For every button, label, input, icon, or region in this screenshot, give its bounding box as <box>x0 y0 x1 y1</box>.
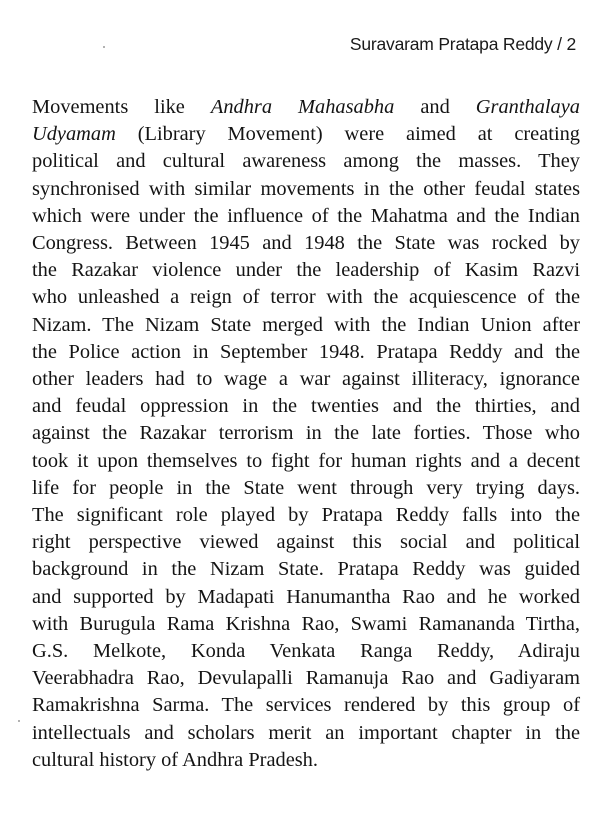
line-text: Ramakrishna Sarma. The services rendered by this group of <box>32 694 580 717</box>
line-text: with Burugula Rama Krishna Rao, Swami Ramananda Tirtha, <box>32 612 580 635</box>
line-text: who unleashed a reign of terror with the acquiescence of the <box>32 286 580 309</box>
line-text: cultural history of Andhra Pradesh. <box>32 748 318 771</box>
body-line <box>32 720 580 747</box>
line-text: life for people in the State went through very trying days. <box>32 476 580 499</box>
running-header: Suravaram Pratapa Reddy / 2 <box>349 34 576 54</box>
body-line <box>32 529 580 556</box>
body-line <box>32 692 580 719</box>
body-line <box>32 366 580 393</box>
body-line <box>32 420 580 447</box>
line-text: G.S. Melkote, Konda Venkata Ranga Reddy, Adiraju <box>32 640 580 663</box>
line-text: Movements like <box>32 96 211 118</box>
body-line <box>32 556 580 583</box>
line-text: political and cultural awareness among the masses. They <box>32 150 580 173</box>
line-text: synchronised with similar movements in the other feudal states <box>32 177 580 200</box>
line-text: and supported by Madapati Hanumantha Rao and he worked <box>32 585 580 608</box>
line-text: the Razakar violence under the leadership of Kasim Razvi <box>32 259 580 282</box>
line-text: against the Razakar terrorism in the late forties. Those who <box>32 422 580 445</box>
scan-speck <box>103 46 105 48</box>
body-line <box>32 747 580 774</box>
body-line <box>32 94 580 121</box>
body-line <box>32 203 580 230</box>
body-line <box>32 148 580 175</box>
body-line <box>32 448 580 475</box>
line-text: intellectuals and scholars merit an important chapter in the <box>32 721 580 744</box>
italic-term: Andhra Mahasabha <box>210 96 395 118</box>
body-line <box>32 339 580 366</box>
line-text: took it upon themselves to fight for human rights and a decent <box>32 449 580 472</box>
body-line <box>32 475 580 502</box>
line-text: Veerabhadra Rao, Devulapalli Ramanuja Rao and Gadiyaram <box>32 667 580 690</box>
line-text: other leaders had to wage a war against illiteracy, ignorance <box>32 368 580 391</box>
italic-term: Udyamam <box>32 123 116 146</box>
line-text: Nizam. The Nizam State merged with the Indian Union after <box>32 313 580 336</box>
body-line <box>32 284 580 311</box>
line-text: Congress. Between 1945 and 1948 the State was rocked by <box>32 232 580 255</box>
body-line <box>32 665 580 692</box>
body-line <box>32 312 580 339</box>
line-text: The significant role played by Pratapa Reddy falls into the <box>32 504 580 527</box>
body-line <box>32 230 580 257</box>
body-line <box>32 502 580 529</box>
line-text: and feudal oppression in the twenties and the thirties, and <box>32 395 580 418</box>
line-text: background in the Nizam State. Pratapa Reddy was guided <box>32 558 580 581</box>
scan-speck <box>18 720 20 722</box>
italic-term: Granthalaya <box>475 96 580 118</box>
body-line <box>32 257 580 284</box>
line-text: (Library Movement) were aimed at creating <box>115 123 580 146</box>
body-line <box>32 393 580 420</box>
line-text: right perspective viewed against this social and political <box>32 531 580 554</box>
body-line <box>32 584 580 611</box>
body-line <box>32 638 580 665</box>
line-text: and <box>394 96 476 118</box>
body-paragraph <box>32 94 580 774</box>
line-text: which were under the influence of the Mahatma and the Indian <box>32 204 580 227</box>
line-text: the Police action in September 1948. Pratapa Reddy and the <box>32 340 580 363</box>
body-line <box>32 176 580 203</box>
body-line <box>32 611 580 638</box>
body-line <box>32 121 580 148</box>
